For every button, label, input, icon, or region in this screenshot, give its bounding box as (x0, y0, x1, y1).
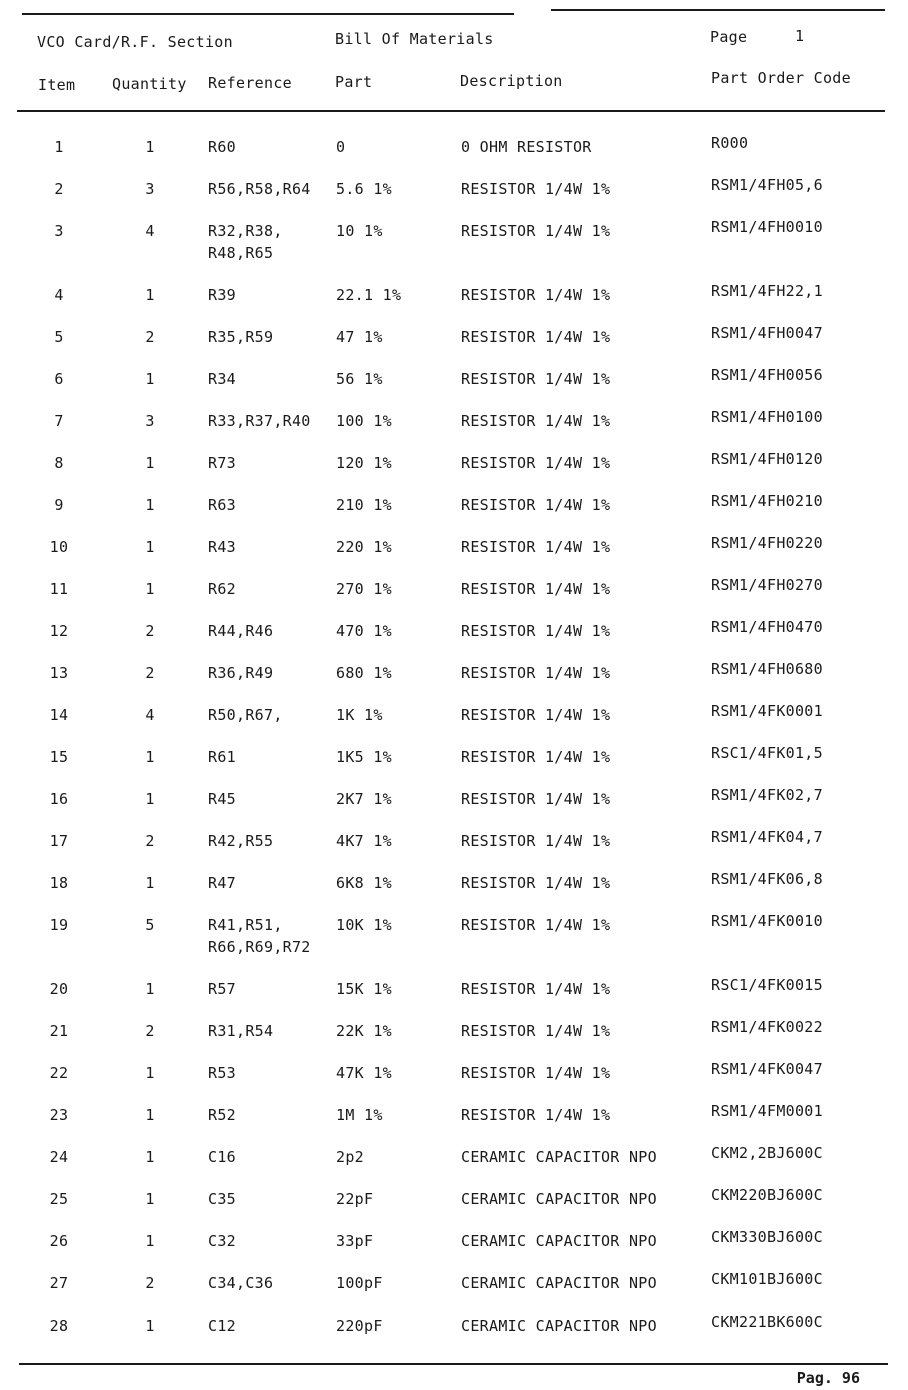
reference-cell: C34,C36 (208, 1274, 274, 1292)
reference-cell: R56,R58,R64 (208, 180, 311, 198)
description-cell: CERAMIC CAPACITOR NPO (461, 1232, 657, 1250)
description-cell: RESISTOR 1/4W 1% (461, 1064, 611, 1082)
order-code-cell: RSM1/4FH0010 (711, 218, 823, 236)
order-code-cell: RSM1/4FK04,7 (711, 828, 823, 846)
part-cell: 1K5 1% (336, 748, 392, 766)
header-rule (17, 110, 885, 112)
item-number: 5 (54, 328, 64, 346)
reference-cell: R73 (208, 454, 236, 472)
item-number: 28 (49, 1317, 69, 1335)
order-code-cell: RSM1/4FK0022 (711, 1018, 823, 1036)
column-header-item: Item (38, 76, 76, 94)
top-rule-left (22, 13, 514, 15)
item-number: 14 (49, 706, 69, 724)
description-cell: RESISTOR 1/4W 1% (461, 622, 611, 640)
quantity-cell: 2 (145, 1274, 155, 1292)
quantity-cell: 1 (145, 286, 155, 304)
part-cell: 33pF (336, 1232, 374, 1250)
item-number: 11 (49, 580, 69, 598)
description-cell: RESISTOR 1/4W 1% (461, 538, 611, 556)
quantity-cell: 3 (145, 180, 155, 198)
description-cell: CERAMIC CAPACITOR NPO (461, 1274, 657, 1292)
part-cell: 2K7 1% (336, 790, 392, 808)
reference-cell: R42,R55 (208, 832, 274, 850)
reference-cell: R61 (208, 748, 236, 766)
quantity-cell: 1 (145, 138, 155, 156)
item-number: 7 (54, 412, 64, 430)
order-code-cell: CKM330BJ600C (711, 1228, 823, 1246)
quantity-cell: 1 (145, 748, 155, 766)
quantity-cell: 5 (145, 916, 155, 934)
item-number: 23 (49, 1106, 69, 1124)
description-cell: RESISTOR 1/4W 1% (461, 580, 611, 598)
item-number: 22 (49, 1064, 69, 1082)
reference-cell: R44,R46 (208, 622, 274, 640)
quantity-cell: 1 (145, 1232, 155, 1250)
order-code-cell: RSC1/4FK0015 (711, 976, 823, 994)
description-cell: CERAMIC CAPACITOR NPO (461, 1190, 657, 1208)
page-number: 1 (795, 27, 805, 45)
part-cell: 15K 1% (336, 980, 392, 998)
part-cell: 220pF (336, 1317, 383, 1335)
quantity-cell: 1 (145, 1148, 155, 1166)
bottom-rule (19, 1363, 888, 1365)
description-cell: RESISTOR 1/4W 1% (461, 832, 611, 850)
order-code-cell: CKM220BJ600C (711, 1186, 823, 1204)
page-label: Page (710, 28, 748, 46)
reference-cell: C12 (208, 1317, 236, 1335)
item-number: 27 (49, 1274, 69, 1292)
reference-cell: R32,R38, R48,R65 (208, 222, 283, 262)
part-cell: 120 1% (336, 454, 392, 472)
description-cell: RESISTOR 1/4W 1% (461, 286, 611, 304)
item-number: 15 (49, 748, 69, 766)
item-number: 9 (54, 496, 64, 514)
reference-cell: R50,R67, (208, 706, 283, 724)
description-cell: CERAMIC CAPACITOR NPO (461, 1148, 657, 1166)
part-cell: 1M 1% (336, 1106, 383, 1124)
reference-cell: R62 (208, 580, 236, 598)
column-header-quantity: Quantity (112, 75, 187, 93)
description-cell: RESISTOR 1/4W 1% (461, 1022, 611, 1040)
quantity-cell: 1 (145, 496, 155, 514)
reference-cell: R33,R37,R40 (208, 412, 311, 430)
order-code-cell: RSM1/4FK0010 (711, 912, 823, 930)
description-cell: RESISTOR 1/4W 1% (461, 790, 611, 808)
description-cell: RESISTOR 1/4W 1% (461, 496, 611, 514)
description-cell: RESISTOR 1/4W 1% (461, 748, 611, 766)
quantity-cell: 2 (145, 1022, 155, 1040)
document-title: Bill Of Materials (335, 30, 494, 48)
item-number: 18 (49, 874, 69, 892)
item-number: 2 (54, 180, 64, 198)
order-code-cell: RSM1/4FH0270 (711, 576, 823, 594)
item-number: 21 (49, 1022, 69, 1040)
top-rule-right (551, 9, 885, 11)
description-cell: RESISTOR 1/4W 1% (461, 454, 611, 472)
item-number: 19 (49, 916, 69, 934)
order-code-cell: RSM1/4FH0120 (711, 450, 823, 468)
part-cell: 22K 1% (336, 1022, 392, 1040)
item-number: 8 (54, 454, 64, 472)
reference-cell: R39 (208, 286, 236, 304)
column-header-order-code: Part Order Code (711, 69, 851, 87)
item-number: 20 (49, 980, 69, 998)
quantity-cell: 1 (145, 980, 155, 998)
part-cell: 100 1% (336, 412, 392, 430)
footer-page-ref: Pag. 96 (796, 1369, 860, 1387)
part-cell: 0 (336, 138, 346, 156)
item-number: 16 (49, 790, 69, 808)
order-code-cell: RSM1/4FK0001 (711, 702, 823, 720)
reference-cell: R41,R51, R66,R69,R72 (208, 916, 311, 956)
order-code-cell: RSM1/4FK02,7 (711, 786, 823, 804)
description-cell: CERAMIC CAPACITOR NPO (461, 1317, 657, 1335)
item-number: 3 (54, 222, 64, 240)
reference-cell: R35,R59 (208, 328, 274, 346)
description-cell: RESISTOR 1/4W 1% (461, 412, 611, 430)
part-cell: 5.6 1% (336, 180, 392, 198)
order-code-cell: RSM1/4FH0056 (711, 366, 823, 384)
part-cell: 680 1% (336, 664, 392, 682)
column-header-description: Description (460, 72, 563, 90)
quantity-cell: 2 (145, 664, 155, 682)
quantity-cell: 1 (145, 370, 155, 388)
reference-cell: R53 (208, 1064, 236, 1082)
item-number: 4 (54, 286, 64, 304)
order-code-cell: RSM1/4FH0680 (711, 660, 823, 678)
order-code-cell: RSM1/4FH0210 (711, 492, 823, 510)
column-header-part: Part (335, 73, 373, 91)
reference-cell: C32 (208, 1232, 236, 1250)
description-cell: RESISTOR 1/4W 1% (461, 874, 611, 892)
order-code-cell: RSM1/4FK0047 (711, 1060, 823, 1078)
order-code-cell: RSM1/4FM0001 (711, 1102, 823, 1120)
part-cell: 210 1% (336, 496, 392, 514)
order-code-cell: RSM1/4FH05,6 (711, 176, 823, 194)
item-number: 26 (49, 1232, 69, 1250)
order-code-cell: RSM1/4FH22,1 (711, 282, 823, 300)
reference-cell: R45 (208, 790, 236, 808)
reference-cell: C16 (208, 1148, 236, 1166)
part-cell: 470 1% (336, 622, 392, 640)
quantity-cell: 2 (145, 622, 155, 640)
quantity-cell: 4 (145, 222, 155, 240)
description-cell: RESISTOR 1/4W 1% (461, 222, 611, 240)
part-cell: 22pF (336, 1190, 374, 1208)
order-code-cell: RSM1/4FH0220 (711, 534, 823, 552)
quantity-cell: 2 (145, 328, 155, 346)
quantity-cell: 1 (145, 874, 155, 892)
reference-cell: R31,R54 (208, 1022, 274, 1040)
order-code-cell: RSC1/4FK01,5 (711, 744, 823, 762)
part-cell: 100pF (336, 1274, 383, 1292)
order-code-cell: RSM1/4FH0047 (711, 324, 823, 342)
part-cell: 4K7 1% (336, 832, 392, 850)
part-cell: 10 1% (336, 222, 383, 240)
description-cell: RESISTOR 1/4W 1% (461, 180, 611, 198)
description-cell: RESISTOR 1/4W 1% (461, 916, 611, 934)
order-code-cell: RSM1/4FH0100 (711, 408, 823, 426)
quantity-cell: 1 (145, 580, 155, 598)
description-cell: RESISTOR 1/4W 1% (461, 370, 611, 388)
quantity-cell: 2 (145, 832, 155, 850)
item-number: 12 (49, 622, 69, 640)
section-title: VCO Card/R.F. Section (37, 33, 233, 51)
part-cell: 47 1% (336, 328, 383, 346)
item-number: 6 (54, 370, 64, 388)
order-code-cell: CKM2,2BJ600C (711, 1144, 823, 1162)
reference-cell: R52 (208, 1106, 236, 1124)
reference-cell: R43 (208, 538, 236, 556)
quantity-cell: 1 (145, 1190, 155, 1208)
description-cell: RESISTOR 1/4W 1% (461, 706, 611, 724)
reference-cell: R63 (208, 496, 236, 514)
part-cell: 1K 1% (336, 706, 383, 724)
reference-cell: R57 (208, 980, 236, 998)
order-code-cell: R000 (711, 134, 749, 152)
description-cell: RESISTOR 1/4W 1% (461, 980, 611, 998)
quantity-cell: 3 (145, 412, 155, 430)
order-code-cell: RSM1/4FK06,8 (711, 870, 823, 888)
part-cell: 220 1% (336, 538, 392, 556)
description-cell: RESISTOR 1/4W 1% (461, 1106, 611, 1124)
part-cell: 10K 1% (336, 916, 392, 934)
column-header-reference: Reference (208, 74, 292, 92)
reference-cell: R34 (208, 370, 236, 388)
quantity-cell: 4 (145, 706, 155, 724)
part-cell: 22.1 1% (336, 286, 402, 304)
item-number: 24 (49, 1148, 69, 1166)
quantity-cell: 1 (145, 1106, 155, 1124)
order-code-cell: CKM221BK600C (711, 1313, 823, 1331)
quantity-cell: 1 (145, 790, 155, 808)
item-number: 1 (54, 138, 64, 156)
item-number: 10 (49, 538, 69, 556)
description-cell: RESISTOR 1/4W 1% (461, 328, 611, 346)
item-number: 13 (49, 664, 69, 682)
quantity-cell: 1 (145, 454, 155, 472)
order-code-cell: CKM101BJ600C (711, 1270, 823, 1288)
reference-cell: R60 (208, 138, 236, 156)
order-code-cell: RSM1/4FH0470 (711, 618, 823, 636)
item-number: 25 (49, 1190, 69, 1208)
description-cell: RESISTOR 1/4W 1% (461, 664, 611, 682)
part-cell: 56 1% (336, 370, 383, 388)
item-number: 17 (49, 832, 69, 850)
quantity-cell: 1 (145, 1317, 155, 1335)
reference-cell: R47 (208, 874, 236, 892)
description-cell: 0 OHM RESISTOR (461, 138, 592, 156)
reference-cell: C35 (208, 1190, 236, 1208)
quantity-cell: 1 (145, 1064, 155, 1082)
reference-cell: R36,R49 (208, 664, 274, 682)
part-cell: 270 1% (336, 580, 392, 598)
quantity-cell: 1 (145, 538, 155, 556)
part-cell: 6K8 1% (336, 874, 392, 892)
part-cell: 2p2 (336, 1148, 364, 1166)
part-cell: 47K 1% (336, 1064, 392, 1082)
